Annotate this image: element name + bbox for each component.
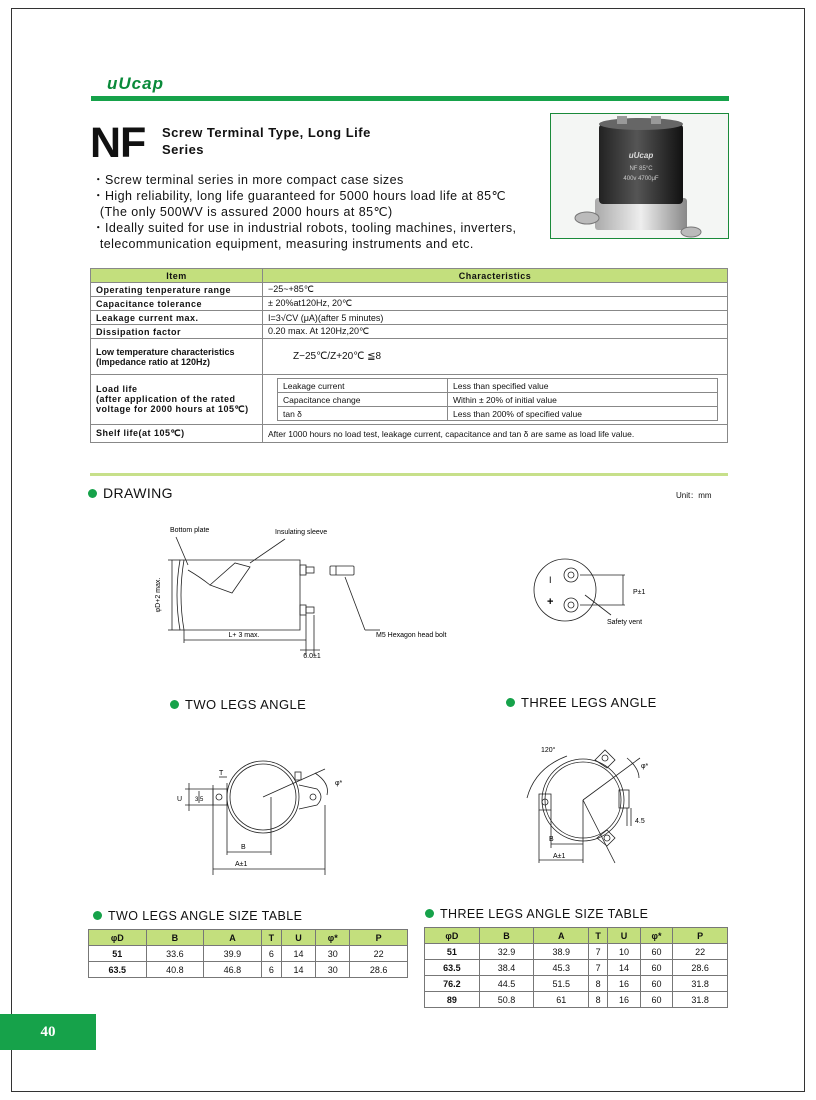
cell: 38.9 xyxy=(534,944,589,960)
cell: 8 xyxy=(589,992,608,1008)
drawing-title xyxy=(88,485,173,501)
cell: 50.8 xyxy=(479,992,534,1008)
cell: 10 xyxy=(608,944,641,960)
header-rule xyxy=(91,96,729,101)
spec-item: Dissipation factor xyxy=(91,325,263,339)
unit-label: Unit：mm xyxy=(676,491,712,500)
cell: 6 xyxy=(261,946,281,962)
spec-value: I=3√CV (μA)(after 5 minutes) xyxy=(263,311,728,325)
cell: 32.9 xyxy=(479,944,534,960)
feature-item: telecommunication equipment, measuring instruments and etc. xyxy=(92,237,474,251)
cell: 51 xyxy=(89,946,147,962)
minus-terminal-mark: I xyxy=(549,575,552,585)
three-legs-size-table xyxy=(424,927,728,1008)
load-life-table xyxy=(277,378,718,421)
cell: 28.6 xyxy=(673,960,728,976)
load-life-value: Less than 200% of specified value xyxy=(448,407,718,421)
col-header: P xyxy=(350,930,408,946)
cell: 39.9 xyxy=(204,946,262,962)
series-subtitle: Screw Terminal Type, Long Life Series xyxy=(162,125,371,157)
cell: 63.5 xyxy=(425,960,480,976)
load-life-key: Capacitance change xyxy=(278,393,448,407)
spec-item: Leakage current max. xyxy=(91,311,263,325)
cell: 31.8 xyxy=(673,976,728,992)
load-life-key: tan δ xyxy=(278,407,448,421)
label-u: U xyxy=(177,796,183,803)
product-photo xyxy=(550,113,729,239)
cell: 60 xyxy=(640,944,673,960)
spec-item xyxy=(91,375,263,425)
cell: 16 xyxy=(608,976,641,992)
feature-item: ・Screw terminal series in more compact case sizes xyxy=(92,173,404,187)
section-divider xyxy=(90,473,728,476)
col-header: B xyxy=(479,928,534,944)
label-phi: φ* xyxy=(641,763,649,770)
two-table-title-text: TWO LEGS ANGLE SIZE TABLE xyxy=(108,909,303,923)
label-b: B xyxy=(241,844,246,851)
label-b: B xyxy=(549,836,554,843)
col-header: A xyxy=(534,928,589,944)
end-view-drawing xyxy=(525,545,665,635)
bullet-icon xyxy=(88,489,97,498)
cell: 63.5 xyxy=(89,962,147,978)
spec-value: −25~+85℃ xyxy=(263,283,728,297)
table-row xyxy=(425,944,728,960)
two-legs-title-text: TWO LEGS ANGLE xyxy=(185,697,307,712)
cell: 14 xyxy=(608,960,641,976)
cell: 8 xyxy=(589,976,608,992)
cell: 61 xyxy=(534,992,589,1008)
cell: 44.5 xyxy=(479,976,534,992)
load-life-value: Less than specified value xyxy=(448,379,718,393)
col-header: T xyxy=(589,928,608,944)
spec-item-line: Load life xyxy=(96,384,138,394)
cell: 51 xyxy=(425,944,480,960)
cell: 22 xyxy=(673,944,728,960)
table-row xyxy=(425,960,728,976)
spec-value: ± 20%at120Hz, 20℃ xyxy=(263,297,728,311)
series-name: NF xyxy=(90,119,146,167)
cell: 14 xyxy=(281,946,315,962)
cell: 28.6 xyxy=(350,962,408,978)
cell: 51.5 xyxy=(534,976,589,992)
two-legs-title xyxy=(170,697,306,712)
photo-line1: NF 85°C xyxy=(629,166,653,172)
cell: 76.2 xyxy=(425,976,480,992)
col-header: φD xyxy=(425,928,480,944)
label-a: A±1 xyxy=(553,853,566,860)
cell: 7 xyxy=(589,944,608,960)
cell: 38.4 xyxy=(479,960,534,976)
label-length: L+ 3 max. xyxy=(228,632,260,639)
photo-line2: 400v 4700μF xyxy=(623,176,659,182)
col-header: P xyxy=(673,928,728,944)
col-header: φ* xyxy=(316,930,350,946)
bullet-icon xyxy=(425,909,434,918)
spec-value: After 1000 hours no load test, leakage current, capacitance and tan δ are same as load life value. xyxy=(263,425,728,443)
spec-item: Capacitance tolerance xyxy=(91,297,263,311)
spec-item-line: voltage for 2000 hours at 105℃) xyxy=(96,404,249,414)
feature-item: ・High reliability, long life guaranteed for 5000 hours load life at 85℃ xyxy=(92,189,507,203)
cell: 40.8 xyxy=(146,962,204,978)
spec-table xyxy=(90,268,728,443)
three-legs-title xyxy=(506,695,657,710)
cell: 60 xyxy=(640,976,673,992)
spec-value: Z−25℃/Z+20℃ ≦8 xyxy=(263,339,728,375)
table-row xyxy=(425,992,728,1008)
cell: 7 xyxy=(589,960,608,976)
label-width: 4.5 xyxy=(635,818,645,825)
table-row xyxy=(89,946,408,962)
three-legs-drawing xyxy=(515,738,685,883)
cell: 30 xyxy=(316,946,350,962)
label-hole: 3.5 xyxy=(195,797,204,803)
spec-item: Shelf life(at 105℃) xyxy=(91,425,263,443)
feature-list xyxy=(92,172,552,252)
bullet-icon xyxy=(170,700,179,709)
label-safety-vent: Safety vent xyxy=(607,619,643,626)
spec-value xyxy=(263,375,728,425)
load-life-key: Leakage current xyxy=(278,379,448,393)
spec-item-line: Low temperature characteristics xyxy=(96,346,235,357)
spec-item: Operating tenperature range xyxy=(91,283,263,297)
col-header: φD xyxy=(89,930,147,946)
bullet-icon xyxy=(506,698,515,707)
brand-logo: uUcap xyxy=(107,74,164,93)
col-header: B xyxy=(146,930,204,946)
drawing-title-text: DRAWING xyxy=(103,485,173,501)
cell: 6 xyxy=(261,962,281,978)
two-legs-size-table xyxy=(88,929,408,978)
two-legs-drawing xyxy=(165,755,365,880)
cell: 60 xyxy=(640,960,673,976)
label-bottom-plate: Bottom plate xyxy=(170,527,210,534)
table-row xyxy=(425,976,728,992)
side-view-drawing xyxy=(140,515,480,665)
cell: 60 xyxy=(640,992,673,1008)
label-t: T xyxy=(219,770,224,777)
spec-item xyxy=(91,339,263,375)
three-table-title xyxy=(425,907,648,921)
cell: 89 xyxy=(425,992,480,1008)
label-pitch: P±1 xyxy=(633,589,646,596)
col-header: U xyxy=(608,928,641,944)
col-header: A xyxy=(204,930,262,946)
col-header: T xyxy=(261,930,281,946)
table-row xyxy=(89,962,408,978)
cell: 33.6 xyxy=(146,946,204,962)
two-table-title xyxy=(93,909,302,923)
spec-header-item: Item xyxy=(91,269,263,283)
cell: 31.8 xyxy=(673,992,728,1008)
label-phi: φ* xyxy=(335,780,343,787)
bullet-icon xyxy=(93,911,102,920)
label-diameter: φD+2 max. xyxy=(155,577,162,613)
three-legs-title-text: THREE LEGS ANGLE xyxy=(521,695,657,710)
plus-terminal-mark: + xyxy=(547,596,554,608)
capacitor-image xyxy=(551,114,729,239)
col-header: U xyxy=(281,930,315,946)
three-table-title-text: THREE LEGS ANGLE SIZE TABLE xyxy=(440,907,649,921)
cell: 30 xyxy=(316,962,350,978)
feature-item: ・Ideally suited for use in industrial robots, tooling machines, inverters, xyxy=(92,221,517,235)
cell: 16 xyxy=(608,992,641,1008)
spec-header-characteristics: Characteristics xyxy=(263,269,728,283)
cell: 22 xyxy=(350,946,408,962)
cell: 46.8 xyxy=(204,962,262,978)
spec-item-line: (after application of the rated xyxy=(96,394,236,404)
load-life-value: Within ± 20% of initial value xyxy=(448,393,718,407)
feature-item: (The only 500WV is assured 2000 hours at 85℃) xyxy=(92,205,393,219)
spec-value: 0.20 max. At 120Hz,20℃ xyxy=(263,325,728,339)
label-angle: 120° xyxy=(541,747,556,754)
label-bolt: M5 Hexagon head bolt xyxy=(376,632,447,639)
label-a: A±1 xyxy=(235,861,248,868)
cell: 45.3 xyxy=(534,960,589,976)
label-gap: 6.0±1 xyxy=(303,653,321,660)
photo-logo: uUcap xyxy=(628,151,654,160)
label-insulating-sleeve: Insulating sleeve xyxy=(275,529,328,536)
page-number: 40 xyxy=(0,1014,96,1050)
spec-item-line: (Impedance ratio at 120Hz) xyxy=(96,356,211,367)
cell: 14 xyxy=(281,962,315,978)
col-header: φ* xyxy=(640,928,673,944)
